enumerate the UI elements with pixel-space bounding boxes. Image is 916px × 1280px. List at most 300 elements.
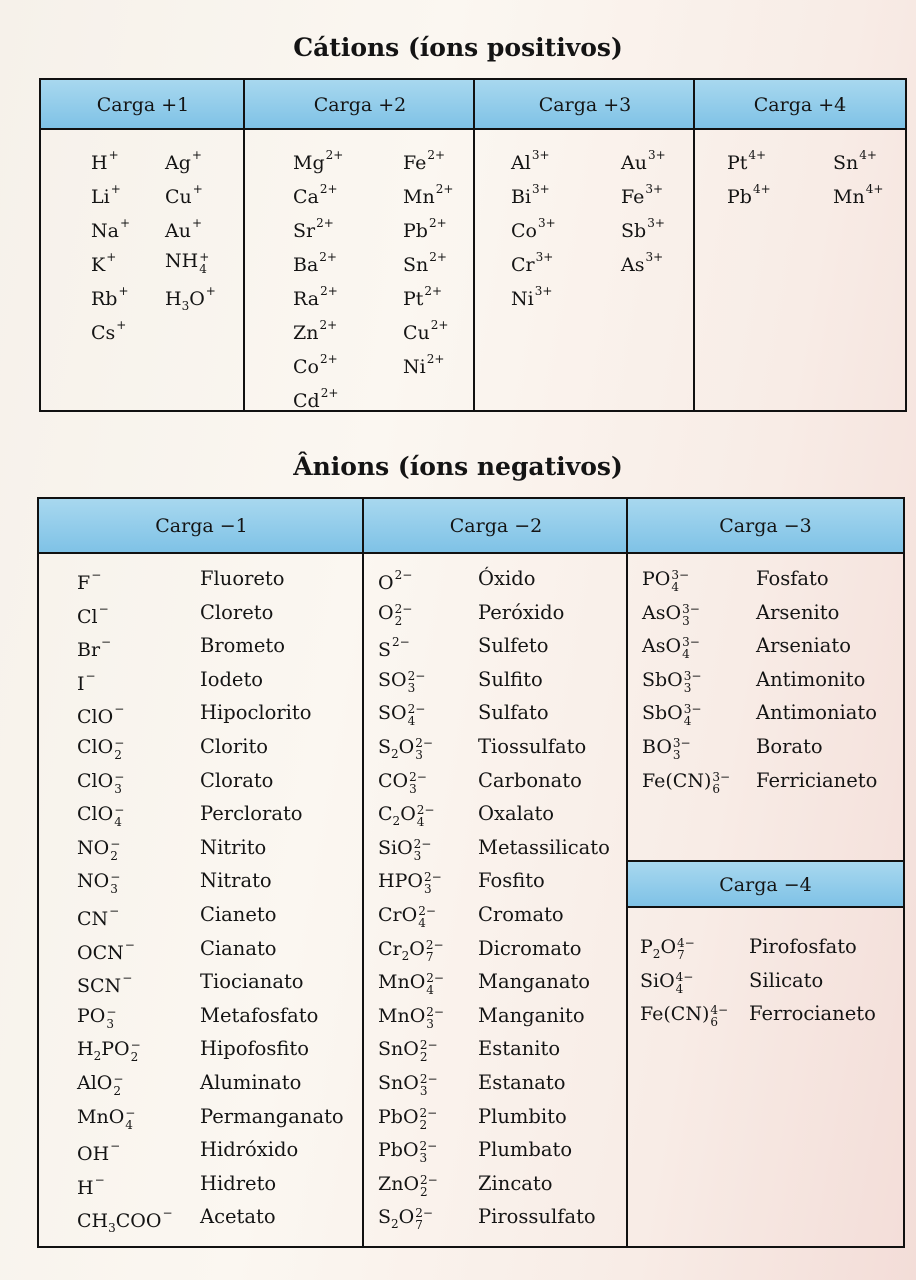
ion-symbol: Li (91, 186, 110, 208)
anion-formula (378, 737, 433, 761)
ion-sup: 2+ (427, 148, 446, 162)
formula-sub: 3 (419, 1084, 428, 1098)
formula-part: NO (77, 836, 110, 859)
ion-symbol: Bi (511, 186, 532, 208)
formula-part: SO (378, 668, 407, 691)
cation-ion (293, 217, 334, 241)
cations-table (39, 78, 907, 412)
formula-part: SnO (378, 1038, 419, 1061)
formula-sub: 2 (420, 1184, 428, 1199)
cation-header-3: Carga +3 (475, 80, 695, 130)
cation-ion (293, 251, 337, 275)
anion-name: Sulfato (478, 701, 549, 725)
formula-sup: − (114, 702, 125, 717)
ion-symbol: Cs (91, 322, 116, 344)
anion-formula (378, 804, 434, 828)
cation-ion (511, 251, 553, 275)
ion-sup: 3+ (647, 216, 665, 230)
anion-formula (378, 1140, 437, 1164)
formula-sup: 2− (407, 702, 426, 717)
formula-sup: − (91, 568, 102, 582)
formula-part: O (378, 572, 394, 594)
anion-name: Nitrito (200, 835, 267, 859)
formula-sub: 3 (106, 1016, 115, 1031)
formula-sub: 2 (391, 747, 399, 761)
cation-ion (91, 319, 126, 343)
ion-symbol: H (165, 288, 182, 310)
formula-part: O (398, 1206, 415, 1229)
ion-symbol: Sn (403, 254, 429, 276)
ion-symbol: Na (91, 220, 119, 242)
anion-formula (77, 804, 124, 828)
anion-name: Oxalato (478, 802, 555, 826)
formula-sup: 2− (407, 668, 426, 683)
ion-symbol: Ni (403, 356, 426, 378)
ion-sup: + (116, 318, 127, 332)
formula-sup: 3− (672, 736, 691, 750)
formula-sup: − (114, 803, 125, 818)
formula-sup: 2− (415, 1206, 433, 1221)
anion-formula (77, 1039, 141, 1063)
formula-sub: 4 (683, 714, 692, 729)
anion-formula (77, 1073, 123, 1097)
formula-sup: − (110, 836, 121, 851)
formula-charge (684, 670, 702, 694)
ion-sup: 4+ (752, 182, 771, 196)
ion-sup: + (119, 216, 131, 230)
formula-sub: 3 (114, 781, 122, 796)
formula-charge (417, 804, 435, 828)
ion-sup: 2+ (428, 216, 447, 230)
anion-formula (77, 737, 124, 761)
formula-sub: 4 (418, 916, 426, 930)
formula-part: H (77, 1038, 94, 1061)
anion-name: Carbonato (478, 768, 582, 792)
ion-sup: 2+ (320, 284, 338, 298)
formula-part: Fe(CN) (642, 769, 712, 792)
anion-name: Borato (756, 735, 823, 758)
formula-part: CN (77, 908, 109, 930)
cation-ion (403, 217, 447, 241)
formula-part: I (77, 672, 85, 695)
cation-ion (293, 319, 337, 343)
anion-name: Tiossulfato (478, 735, 587, 758)
formula-sub: 3 (683, 680, 692, 695)
ion-sup: 2+ (429, 250, 447, 264)
formula-charge (114, 771, 124, 795)
formula-charge (420, 1107, 438, 1131)
anion-formula (378, 603, 412, 627)
anion-name: Fluoreto (200, 567, 285, 590)
formula-sub: 2 (401, 948, 410, 963)
formula-sup: − (114, 769, 125, 784)
cation-ion (165, 183, 203, 207)
ion-symbol: Mg (293, 152, 325, 174)
cation-ion (91, 183, 121, 207)
ion-symbol: As (621, 254, 645, 276)
anion-name: Peróxido (478, 600, 565, 624)
anion-name: Hipoclorito (200, 701, 312, 725)
ion-sub: 3 (181, 299, 190, 313)
formula-part: MnO (378, 1004, 426, 1027)
formula-sup: − (114, 736, 125, 750)
cation-ion (727, 149, 766, 173)
formula-sub: 3 (419, 1151, 428, 1166)
formula-charge (125, 1107, 135, 1131)
formula-charge (426, 972, 444, 996)
formula-sup: − (122, 971, 133, 986)
cation-ion (165, 149, 202, 173)
anion-name: Fosfato (756, 567, 829, 590)
formula-part: SiO (378, 836, 413, 859)
ion-symbol: Au (621, 152, 647, 174)
formula-charge (409, 771, 427, 795)
anion-formula (642, 737, 691, 761)
formula-sup: − (130, 1038, 141, 1053)
formula-charge (682, 603, 700, 627)
formula-part: SO (378, 702, 407, 725)
ion-symbol: Sr (293, 220, 316, 242)
formula-charge (114, 737, 124, 761)
ion-symbol: Ca (293, 186, 319, 208)
formula-part: O (409, 937, 425, 960)
formula-part: AsO (642, 601, 682, 624)
ion-symbol: Mn (833, 186, 865, 208)
formula-charge (710, 1004, 728, 1028)
formula-sub: 4 (416, 815, 425, 830)
ion-sup: 3+ (645, 182, 664, 196)
cation-ion (91, 251, 116, 275)
formula-sub: 6 (710, 1015, 719, 1030)
anion-name: Nitrato (200, 869, 272, 893)
formula-part: O (378, 601, 394, 624)
formula-sup: 2− (426, 1004, 444, 1019)
ion-symbol: NH (165, 250, 199, 272)
anion-formula (77, 1140, 120, 1164)
formula-charge (415, 737, 433, 761)
anion-name: Óxido (478, 567, 536, 590)
formula-sup: − (110, 870, 121, 885)
formula-charge (426, 939, 444, 963)
formula-charge (677, 937, 695, 961)
ion-symbol: Au (165, 220, 191, 242)
anion-name: Clorato (200, 768, 274, 792)
cation-ion (403, 183, 453, 207)
ion-sup: 3+ (645, 250, 664, 264)
cation-ion (833, 149, 877, 173)
cation-ion (621, 183, 663, 207)
cation-ion (293, 387, 338, 411)
formula-charge (110, 871, 120, 895)
anion-name: Plumbato (478, 1138, 573, 1162)
anion-formula (77, 603, 109, 627)
ion-sup: 2+ (319, 352, 338, 366)
formula-charge (420, 1174, 438, 1198)
anion-header-4: Carga −4 (628, 860, 903, 908)
formula-part: ClO (77, 803, 114, 826)
cations-title: Cátions (íons positivos) (293, 33, 623, 62)
ion-sup: 3+ (534, 284, 553, 298)
formula-part: Cr (378, 937, 402, 960)
ion-symbol: H (91, 152, 108, 174)
anion-header-2: Carga −2 (364, 499, 628, 554)
formula-sub: 7 (415, 1218, 423, 1233)
cation-ion (293, 183, 338, 207)
ion-sup: 2+ (424, 284, 443, 298)
formula-charge (408, 670, 426, 694)
anion-name: Fosfito (478, 869, 545, 893)
cation-ion (403, 353, 444, 377)
formula-sub: 2 (419, 1050, 428, 1065)
ion-symbol: Ba (293, 254, 319, 276)
anion-name: Manganato (478, 970, 591, 994)
ion-symbol: Fe (403, 152, 427, 174)
anions-title: Ânions (íons negativos) (293, 452, 623, 481)
anion-name: Metassilicato (478, 835, 610, 859)
ion-symbol: Ni (511, 288, 534, 310)
ion-symbol: Cu (165, 186, 192, 208)
ion-sup: + (108, 148, 119, 162)
cation-ion (403, 319, 448, 343)
formula-sub: 3 (415, 748, 423, 762)
formula-sub: 3 (108, 1221, 116, 1236)
anion-formula (77, 838, 120, 862)
anion-name: Antimonito (756, 667, 866, 691)
formula-sub: 6 (712, 781, 721, 796)
anion-formula (77, 972, 132, 996)
anion-name: Pirossulfato (478, 1205, 596, 1229)
formula-charge (671, 569, 689, 593)
formula-sub: 4 (125, 1117, 133, 1132)
ion-sup: 3+ (537, 216, 556, 230)
anion-name: Ferrocianeto (749, 1002, 876, 1026)
formula-part: Br (77, 639, 101, 662)
cation-ion (511, 285, 552, 309)
anion-formula (77, 771, 124, 795)
formula-part: PO (642, 568, 671, 590)
ion-symbol: Pb (727, 186, 752, 208)
formula-part: Cl (77, 605, 98, 628)
anion-header-3: Carga −3 (628, 499, 903, 554)
cation-ion (621, 251, 663, 275)
formula-sup: − (125, 1105, 136, 1120)
ion-sup: 3+ (531, 148, 550, 162)
formula-sup: − (110, 1139, 121, 1154)
cation-col-2 (243, 80, 475, 410)
formula-sub: 2 (113, 1084, 122, 1098)
formula-part: SnO (378, 1072, 419, 1094)
cation-ion (511, 183, 550, 207)
formula-charge (420, 1073, 438, 1097)
cation-ion (293, 285, 338, 309)
anion-col-1 (39, 499, 364, 1246)
formula-charge (408, 703, 426, 727)
cation-ion (621, 217, 665, 241)
formula-sup: 2− (419, 1105, 438, 1120)
formula-sub: 3 (423, 882, 432, 897)
anion-formula (642, 670, 701, 694)
formula-part: P (640, 936, 653, 958)
anion-formula (378, 1207, 433, 1231)
anion-name: Silicato (749, 968, 824, 992)
anion-formula (640, 1004, 728, 1028)
anion-formula (378, 1107, 437, 1131)
formula-part: PO (77, 1004, 106, 1027)
anion-formula (77, 871, 120, 895)
anion-name: Cloreto (200, 600, 274, 624)
formula-sup: 3− (682, 601, 700, 616)
formula-part: ClO (77, 736, 114, 758)
formula-part: CrO (378, 904, 418, 926)
formula-part: SCN (77, 975, 122, 998)
ion-sup: + (191, 216, 203, 230)
ion-symbol: Rb (91, 288, 118, 310)
ion-sup: 3+ (535, 250, 554, 264)
formula-sup: 2− (413, 836, 432, 851)
formula-sup: 2− (394, 601, 413, 616)
formula-sup: 2− (420, 1172, 438, 1187)
formula-part: S (378, 639, 392, 662)
formula-sub: 4 (675, 981, 684, 996)
ion-symbol: Co (511, 220, 537, 242)
anion-name: Cianato (200, 936, 277, 960)
ion-symbol: Pt (403, 288, 424, 310)
anion-name: Permanganato (200, 1104, 344, 1128)
formula-part: O (660, 936, 677, 958)
ion-symbol: O (189, 288, 205, 310)
anion-name: Clorito (200, 735, 269, 758)
formula-sub: 2 (130, 1050, 139, 1065)
anion-formula (642, 636, 700, 660)
formula-sup: 4− (677, 936, 695, 950)
formula-sub: 2 (652, 947, 661, 961)
ion-symbol: Cu (403, 322, 430, 344)
formula-part: SbO (642, 702, 683, 725)
formula-sup: 2− (425, 937, 444, 952)
formula-sup: 2− (419, 1072, 438, 1086)
formula-sub: 2 (391, 1217, 399, 1232)
ion-sup: 2+ (426, 352, 445, 366)
anion-formula (77, 569, 101, 593)
ion-symbol: Cr (511, 254, 535, 276)
anion-name: Antimoniato (756, 701, 877, 725)
formula-part: ZnO (378, 1172, 420, 1195)
formula-sup: − (98, 601, 109, 616)
anion-name: Perclorato (200, 802, 303, 826)
formula-sup: 2− (419, 1139, 438, 1154)
formula-charge (426, 1006, 444, 1030)
formula-part: AlO (77, 1072, 113, 1094)
formula-sub: 3 (426, 1016, 434, 1031)
anion-name: Aluminato (200, 1071, 302, 1094)
formula-sub: 4 (114, 815, 122, 830)
ion-symbol: Ra (293, 288, 320, 310)
ion-sup: 4+ (859, 148, 877, 162)
anion-formula (77, 1207, 173, 1234)
ion-symbol: Al (511, 152, 531, 174)
anion-name: Tiocianato (200, 970, 304, 994)
cation-header-1: Carga +1 (41, 80, 245, 130)
formula-part: OCN (77, 941, 124, 964)
formula-charge (424, 871, 442, 895)
formula-sup: 2− (416, 803, 435, 818)
cation-ion (403, 149, 445, 173)
ion-sup: 3+ (647, 148, 666, 162)
formula-part: AsO (642, 635, 682, 658)
formula-sup: 2− (423, 870, 442, 885)
anion-name: Plumbito (478, 1104, 567, 1128)
anion-name: Ferricianeto (756, 768, 878, 792)
formula-sub: 4 (426, 983, 434, 998)
formula-charge (712, 771, 730, 795)
ion-symbol: Zn (293, 322, 319, 344)
formula-sup: 2− (418, 904, 436, 918)
ion-sup: 3+ (532, 182, 550, 196)
formula-sup: 3− (682, 635, 700, 650)
cation-col-3 (473, 80, 695, 410)
formula-part: ClO (77, 769, 114, 792)
cation-ion (293, 353, 338, 377)
formula-sub: 3 (672, 748, 681, 762)
formula-part: O (398, 736, 415, 758)
formula-sup: 3− (671, 568, 690, 582)
anion-col-2 (362, 499, 628, 1246)
anion-name: Sulfito (478, 667, 543, 691)
anion-name: Iodeto (200, 667, 264, 691)
cation-col-4 (693, 80, 905, 410)
anion-name: Cianeto (200, 903, 277, 926)
formula-sub: 4 (682, 647, 690, 662)
formula-sup: 3− (683, 668, 702, 683)
cation-ion (511, 149, 550, 173)
anion-header-1: Carga −1 (39, 499, 364, 554)
cation-ion (833, 183, 883, 207)
ion-sup: 2+ (316, 216, 334, 230)
anion-name: Sulfeto (478, 634, 549, 658)
cation-ion (165, 251, 209, 275)
ion-sup: + (106, 250, 117, 264)
formula-charge (676, 971, 694, 995)
cation-col-1 (41, 80, 245, 410)
anion-col-3 (626, 499, 903, 1246)
anion-formula (640, 937, 695, 961)
formula-charge (673, 737, 691, 761)
anion-name: Hipofosfito (200, 1037, 310, 1061)
formula-sub: 3 (413, 848, 422, 863)
formula-charge (684, 703, 702, 727)
cation-ion (621, 149, 666, 173)
ion-sup: 2+ (320, 386, 339, 400)
ion-sup: + (191, 148, 202, 162)
formula-part: O (400, 803, 416, 826)
ion-sub: 4 (199, 262, 207, 276)
formula-sup: 2− (419, 1038, 438, 1053)
formula-charge (418, 905, 436, 929)
formula-sup: − (124, 937, 135, 952)
formula-sub: 2 (392, 814, 401, 829)
anion-name: Estanato (478, 1071, 566, 1094)
formula-sup: 2− (426, 971, 444, 986)
cation-ion (403, 285, 442, 309)
anion-formula (378, 636, 410, 660)
anion-formula (642, 569, 689, 593)
formula-charge (420, 1039, 438, 1063)
formula-part: MnO (378, 971, 426, 994)
formula-sub: 2 (394, 613, 403, 628)
anion-name: Arsenito (756, 600, 840, 624)
anion-formula (378, 1006, 444, 1030)
formula-sub: 3 (409, 781, 417, 796)
